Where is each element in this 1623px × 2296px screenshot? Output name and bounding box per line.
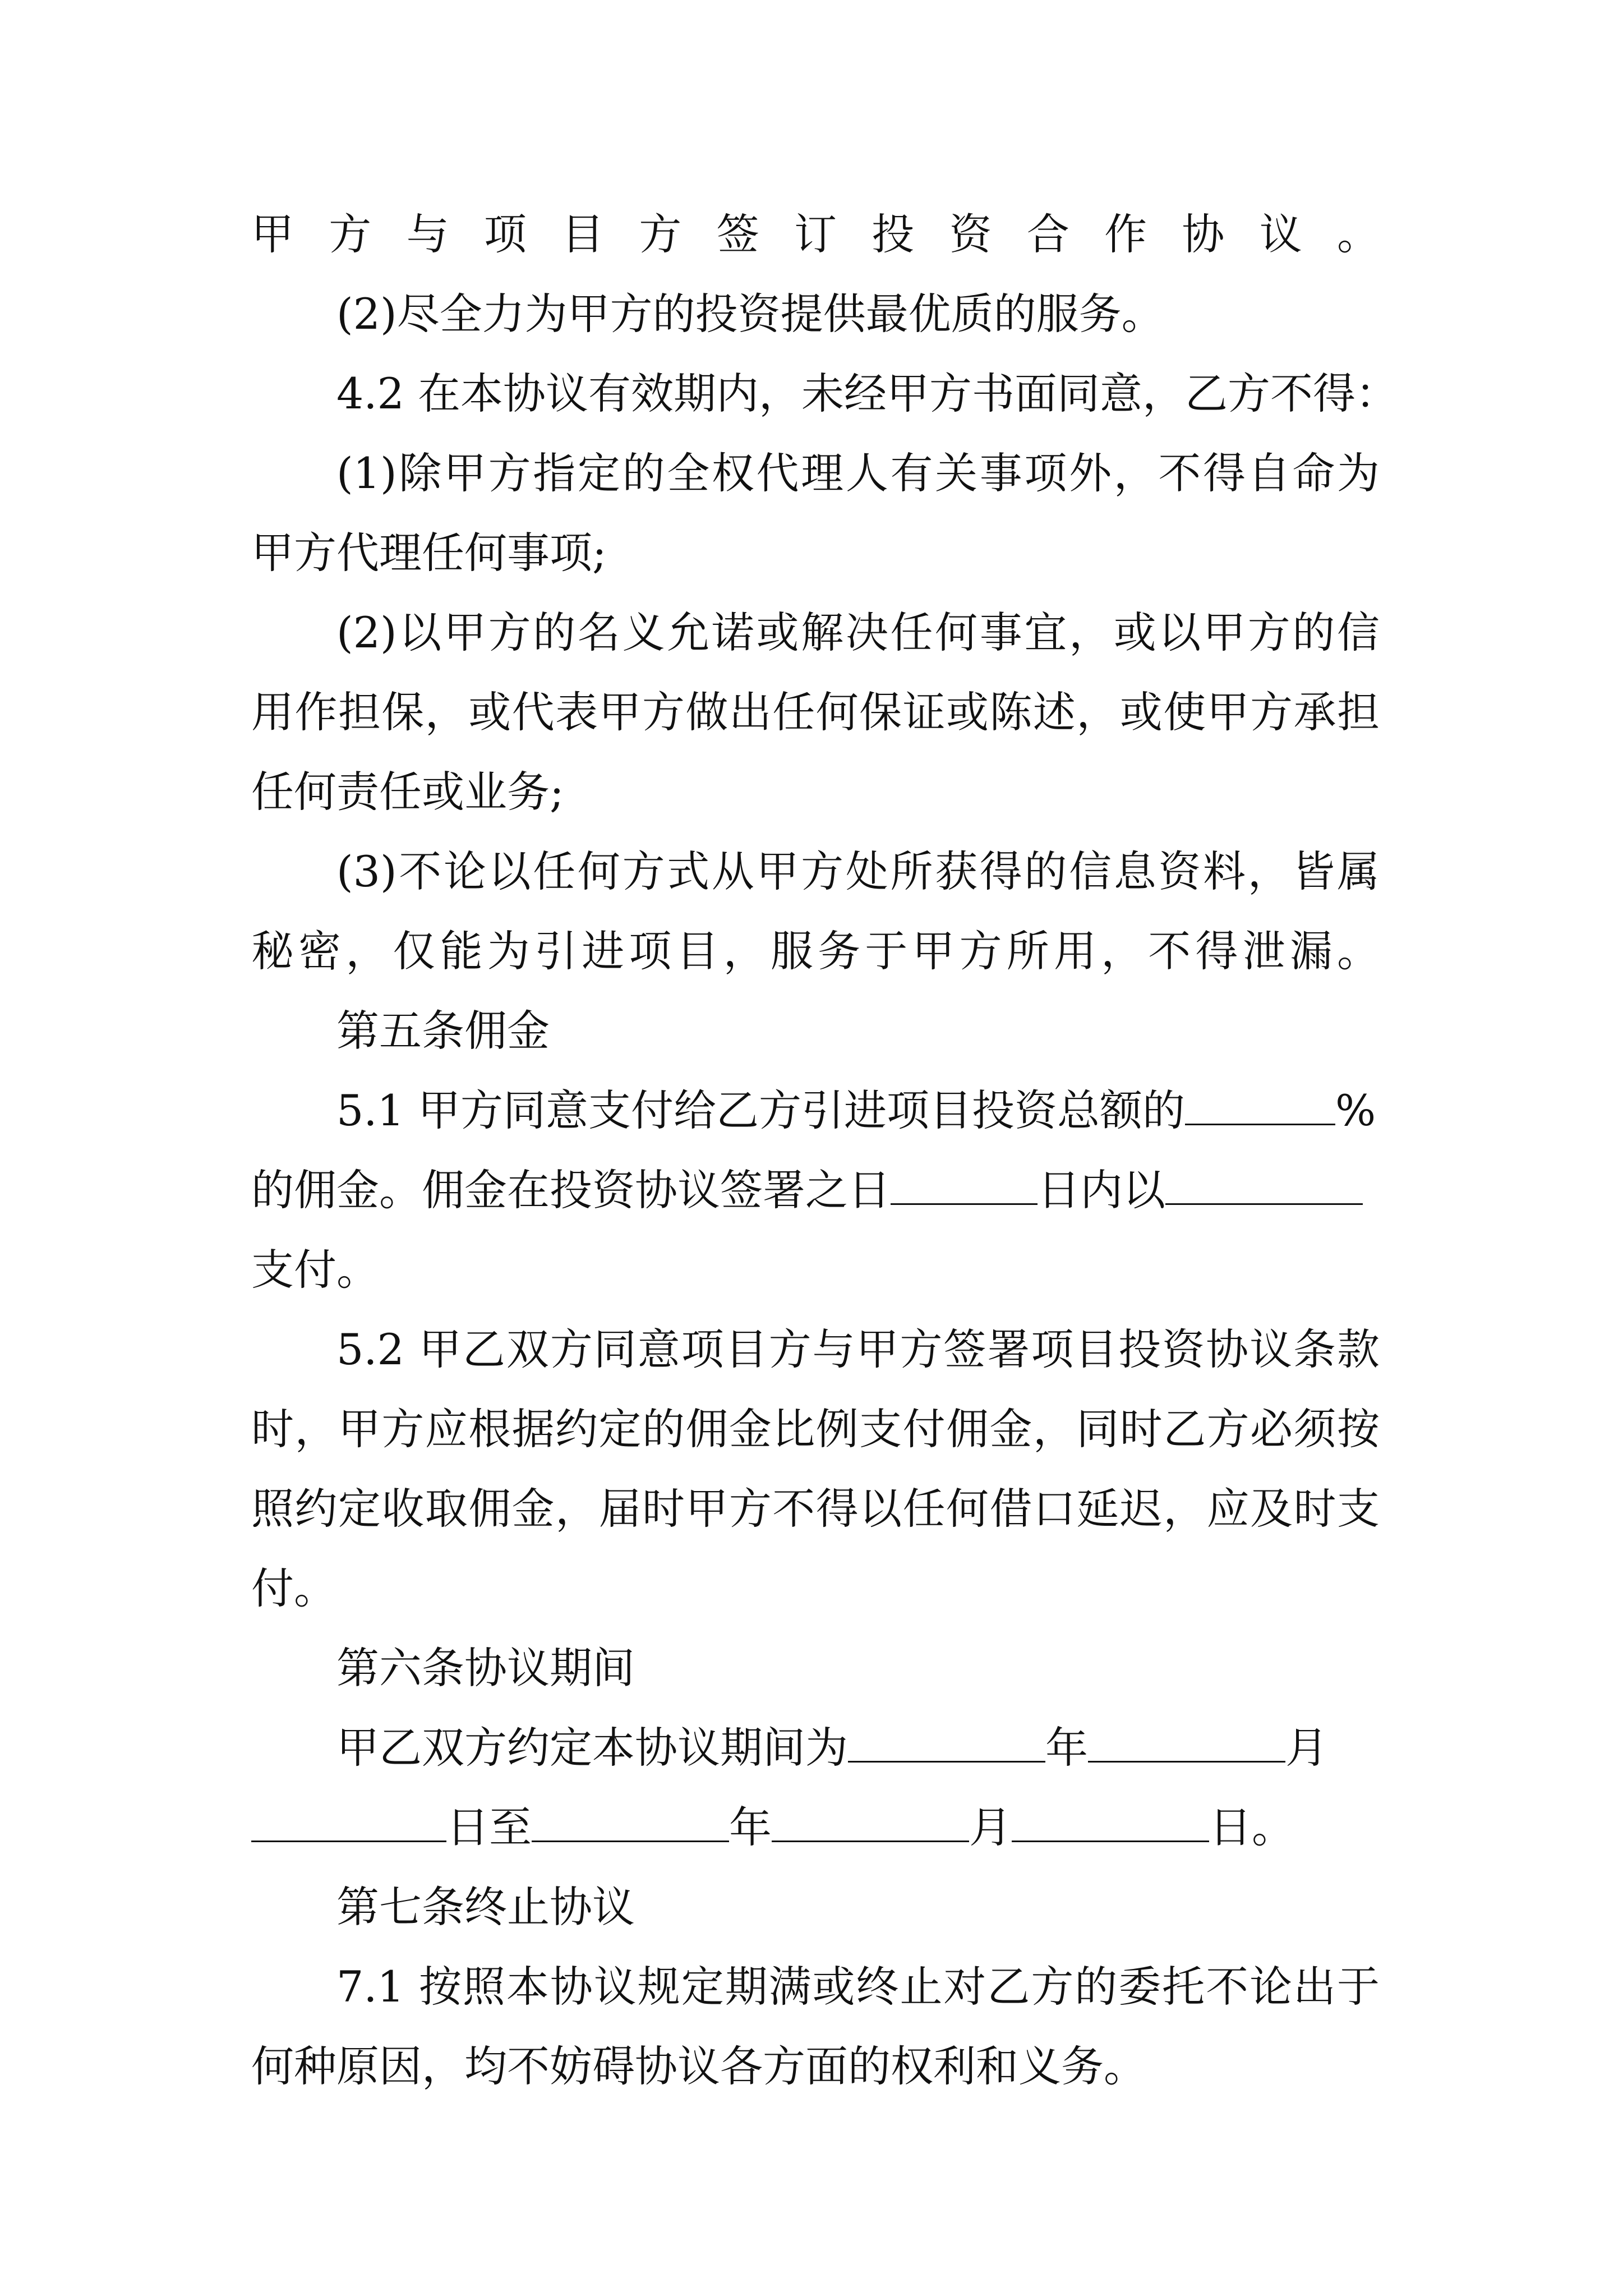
line-text: 日。 [1209,1802,1294,1852]
line-text: % [1335,1085,1376,1135]
line-text: 5.1 甲方同意支付给乙方引进项目投资总额的 [336,1085,1186,1135]
paragraph-line: 甲方与项目方签订投资合作协议。 [251,209,1380,259]
paragraph-line [336,1083,1376,1139]
fill-in-blank [772,1806,969,1842]
paragraph-line: (2)尽全力为甲方的投资提供最优质的服务。 [336,289,1164,339]
paragraph-line: 用作担保，或代表甲方做出任何保证或陈述，或使甲方承担 [251,687,1380,737]
paragraph-line: 7.1 按照本协议规定期满或终止对乙方的委托不论出于 [336,1962,1380,2012]
fill-in-blank [1165,1168,1363,1205]
section-heading: 第五条佣金 [336,1006,550,1056]
paragraph-line: 时，甲方应根据约定的佣金比例支付佣金，同时乙方必须按 [251,1404,1380,1454]
paragraph-line: 4.2 在本协议有效期内，未经甲方书面同意，乙方不得： [336,369,1399,418]
paragraph-line [251,1800,1294,1856]
fill-in-blank [1185,1089,1335,1125]
line-text: 日至 [446,1802,532,1852]
paragraph-line: 何种原因，均不妨碍协议各方面的权利和义务。 [251,2041,1146,2091]
line-text: 月 [969,1802,1012,1852]
fill-in-blank [891,1168,1038,1205]
fill-in-blank [1012,1806,1209,1842]
paragraph-line: (1)除甲方指定的全权代理人有关事项外，不得自命为 [336,448,1380,498]
paragraph-line: (3)不论以任何方式从甲方处所获得的信息资料，皆属 [336,846,1380,896]
line-text: 月 [1285,1723,1328,1773]
fill-in-blank [1088,1726,1285,1763]
fill-in-blank [251,1806,446,1842]
line-text: 甲乙双方约定本协议期间为 [336,1723,848,1773]
line-text: 日内以 [1038,1165,1165,1215]
paragraph-line: 甲方代理任何事项; [251,528,607,578]
paragraph-line [336,1720,1328,1776]
line-text: 年 [1045,1723,1088,1773]
section-heading: 第七条终止协议 [336,1882,635,1932]
line-text: 的佣金。佣金在投资协议签署之日 [251,1165,891,1215]
section-heading: 第六条协议期间 [336,1643,635,1693]
paragraph-line: 照约定收取佣金，届时甲方不得以任何借口延迟，应及时支 [251,1484,1380,1534]
paragraph-line: 支付。 [251,1245,379,1295]
fill-in-blank [532,1806,729,1842]
paragraph-line: 5.2 甲乙双方同意项目方与甲方签署项目投资协议条款 [336,1324,1380,1374]
paragraph-line: 付。 [251,1563,336,1613]
paragraph-line: 秘密，仅能为引进项目，服务于甲方所用，不得泄漏。 [251,926,1380,976]
paragraph-line: 任何责任或业务; [251,767,564,817]
paragraph-line: (2)以甲方的名义允诺或解决任何事宜，或以甲方的信 [336,608,1380,657]
paragraph-line [251,1162,1363,1218]
line-text: 年 [729,1802,772,1852]
fill-in-blank [848,1726,1045,1763]
